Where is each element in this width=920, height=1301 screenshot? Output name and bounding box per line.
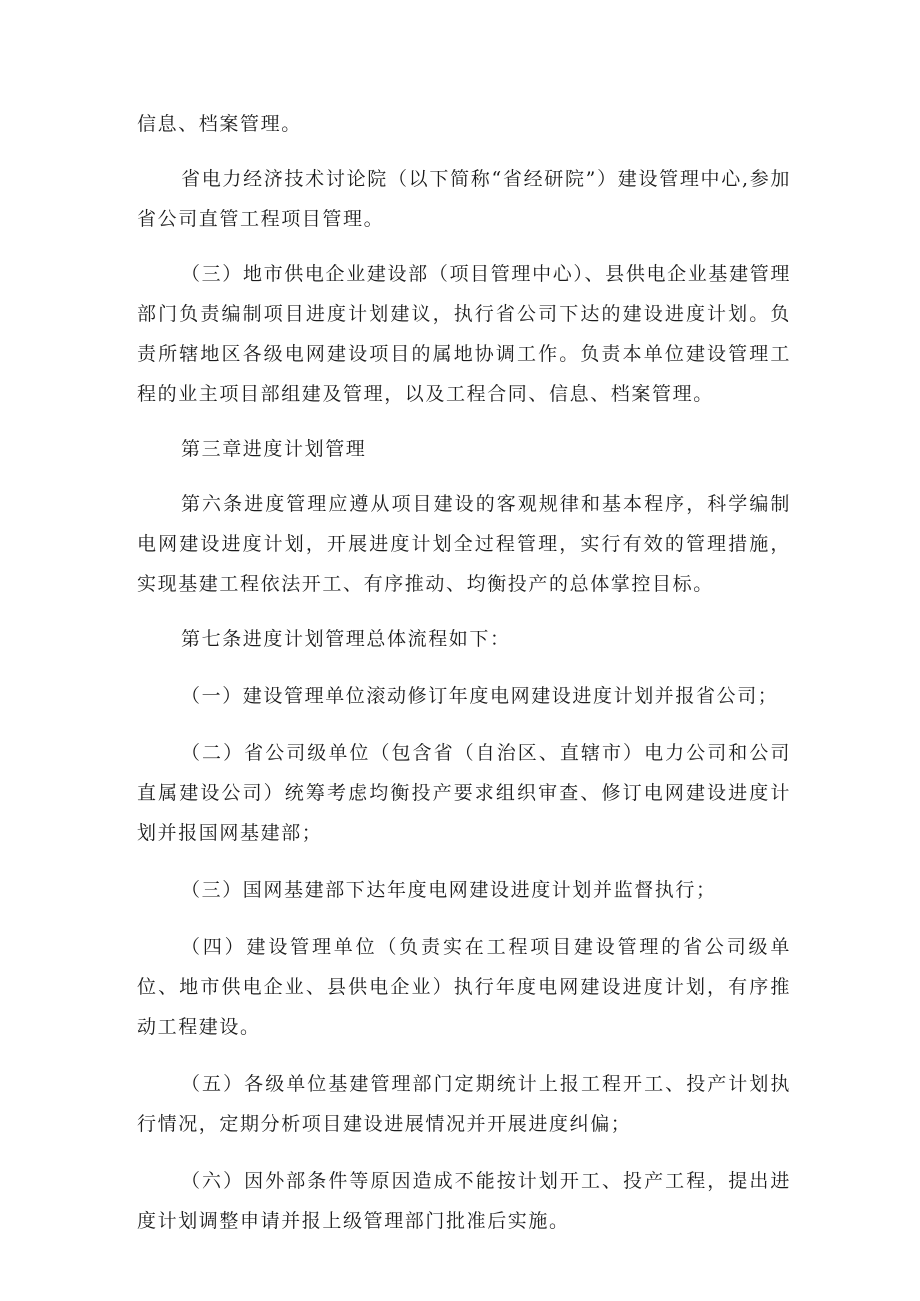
article-six: 第六条进度管理应遵从项目建设的客观规律和基本程序，科学编制电网建设进度计划，开展进度计划全过程管理，实行有效的管理措施，实现基建工程依法开工、有序推动、均衡投产的总体掌控目标。 <box>137 493 791 595</box>
flow-item-4: （四）建设管理单位（负责实在工程项目建设管理的省公司级单位、地市供电企业、县供电企业）执行年度电网建设进度计划，有序推动工程建设。 <box>137 936 791 1038</box>
chapter-heading: 第三章进度计划管理 <box>181 438 367 460</box>
paragraph-provincial-institute: 省电力经济技术讨论院（以下简称“省经研院”）建设管理中心,参加省公司直管工程项目管理。 <box>137 168 791 230</box>
flow-item-3: （三）国网基建部下达年度电网建设进度计划并监督执行； <box>181 879 717 901</box>
flow-item-1: （一）建设管理单位滚动修订年度电网建设进度计划并报省公司； <box>181 685 779 707</box>
article-seven: 第七条进度计划管理总体流程如下： <box>181 628 511 650</box>
document-body <box>137 104 791 1241</box>
paragraph-continuation: 信息、档案管理。 <box>137 113 302 135</box>
flow-item-2: （二）省公司级单位（包含省（自治区、直辖市）电力公司和公司直属建设公司）统筹考虑均衡投产要求组织审查、修订电网建设进度计划并报国网基建部； <box>137 742 791 844</box>
paragraph-city-county-duties: （三）地市供电企业建设部（项目管理中心）、县供电企业基建管理部门负责编制项目进度计划建议，执行省公司下达的建设进度计划。负责所辖地区各级电网建设项目的属地协调工作。负责本单位建设管理工程的业主项目部组建及管理，以及工程合同、信息、档案管理。 <box>137 263 791 405</box>
flow-item-5: （五）各级单位基建管理部门定期统计上报工程开工、投产计划执行情况，定期分析项目建设进展情况并开展进度纠偏； <box>137 1073 791 1135</box>
flow-item-6: （六）因外部条件等原因造成不能按计划开工、投产工程，提出进度计划调整申请并报上级管理部门批准后实施。 <box>137 1170 791 1232</box>
